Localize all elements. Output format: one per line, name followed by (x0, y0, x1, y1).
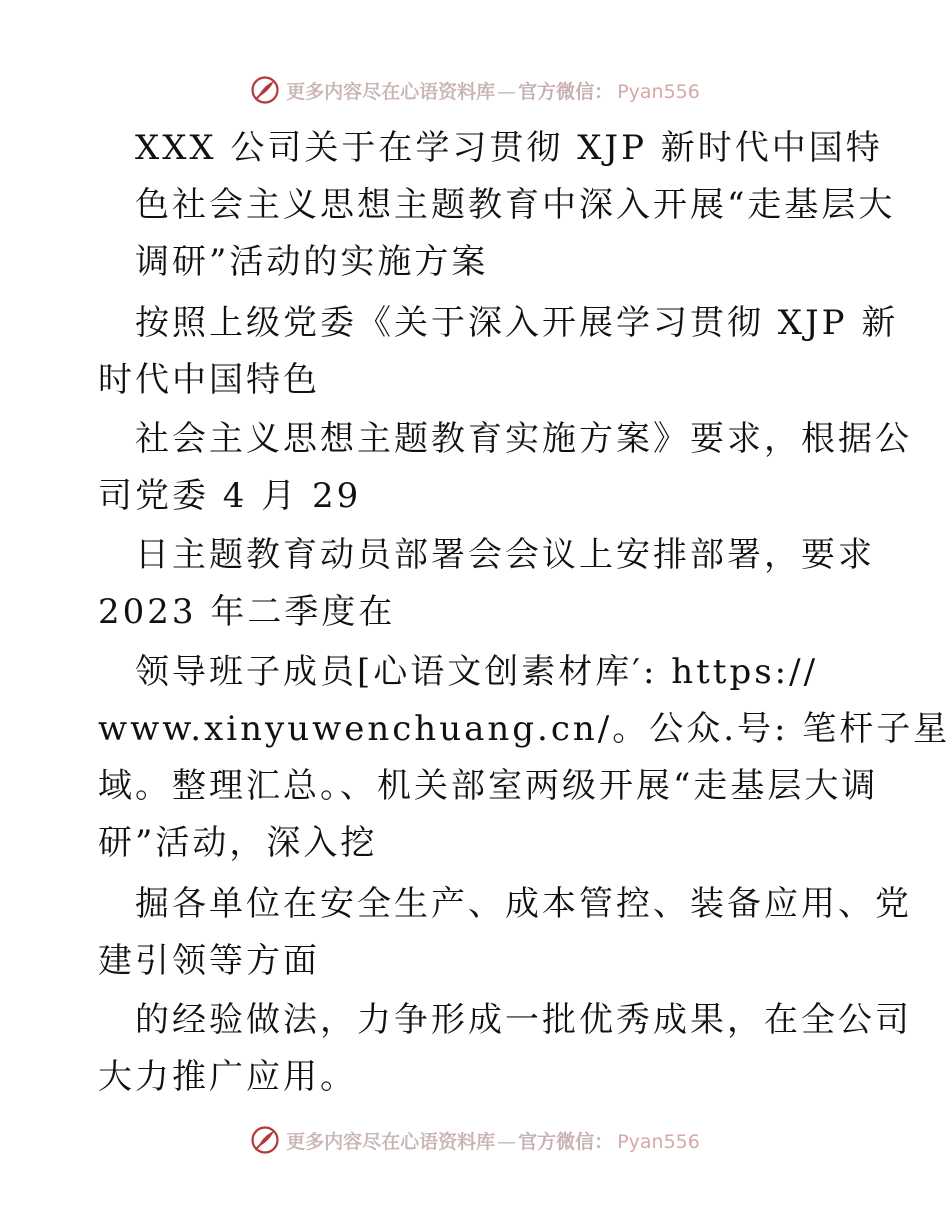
banner-wechat-label: 官方微信： (518, 1130, 614, 1153)
feather-logo-icon (250, 1125, 280, 1155)
paragraph-line: 建引领等方面 (98, 941, 320, 981)
paragraph-line: 社会主义思想主题教育实施方案》要求，根据公 (135, 419, 912, 459)
paragraph-line: 按照上级党委《关于深入开展学习贯彻 XJP 新 (135, 303, 899, 343)
paragraph-line: 司党委 4 月 29 (98, 476, 362, 516)
banner-brand: 更多内容尽在心语资料库 (286, 1130, 496, 1153)
paragraph-line: 领导班子成员[心语文创素材库′: https:// (135, 652, 819, 692)
document-title-line: 色社会主义思想主题教育中深入开展“走基层大 (135, 185, 896, 225)
banner-wechat-label: 官方微信： (518, 80, 614, 103)
paragraph-line: 大力推广应用。 (98, 1057, 357, 1097)
document-title-line: XXX 公司关于在学习贯彻 XJP 新时代中国特 (135, 128, 883, 168)
banner-wechat-id: Pyan556 (617, 80, 700, 103)
paragraph-line: 的经验做法，力争形成一批优秀成果，在全公司 (135, 1000, 912, 1040)
footer-banner (0, 1120, 950, 1160)
paragraph-line: 域。整理汇总。、机关部室两级开展“走基层大调 (98, 766, 879, 806)
paragraph-line: 掘各单位在安全生产、成本管控、装备应用、党 (135, 884, 912, 924)
paragraph-line: www.xinyuwenchuang.cn/。公众.号: 笔杆子星 (98, 709, 950, 749)
paragraph-line: 研”活动，深入挖 (98, 823, 378, 863)
paragraph-line: 日主题教育动员部署会会议上安排部署，要求 (135, 535, 875, 575)
paragraph-line: 2023 年二季度在 (98, 592, 396, 632)
banner-brand: 更多内容尽在心语资料库 (286, 80, 496, 103)
banner-text (286, 1127, 700, 1154)
document-title-line: 调研”活动的实施方案 (135, 242, 489, 282)
paragraph-line: 时代中国特色 (98, 360, 320, 400)
banner-separator: — (497, 1130, 517, 1153)
banner-separator: — (497, 80, 517, 103)
banner-wechat-id: Pyan556 (617, 1130, 700, 1153)
